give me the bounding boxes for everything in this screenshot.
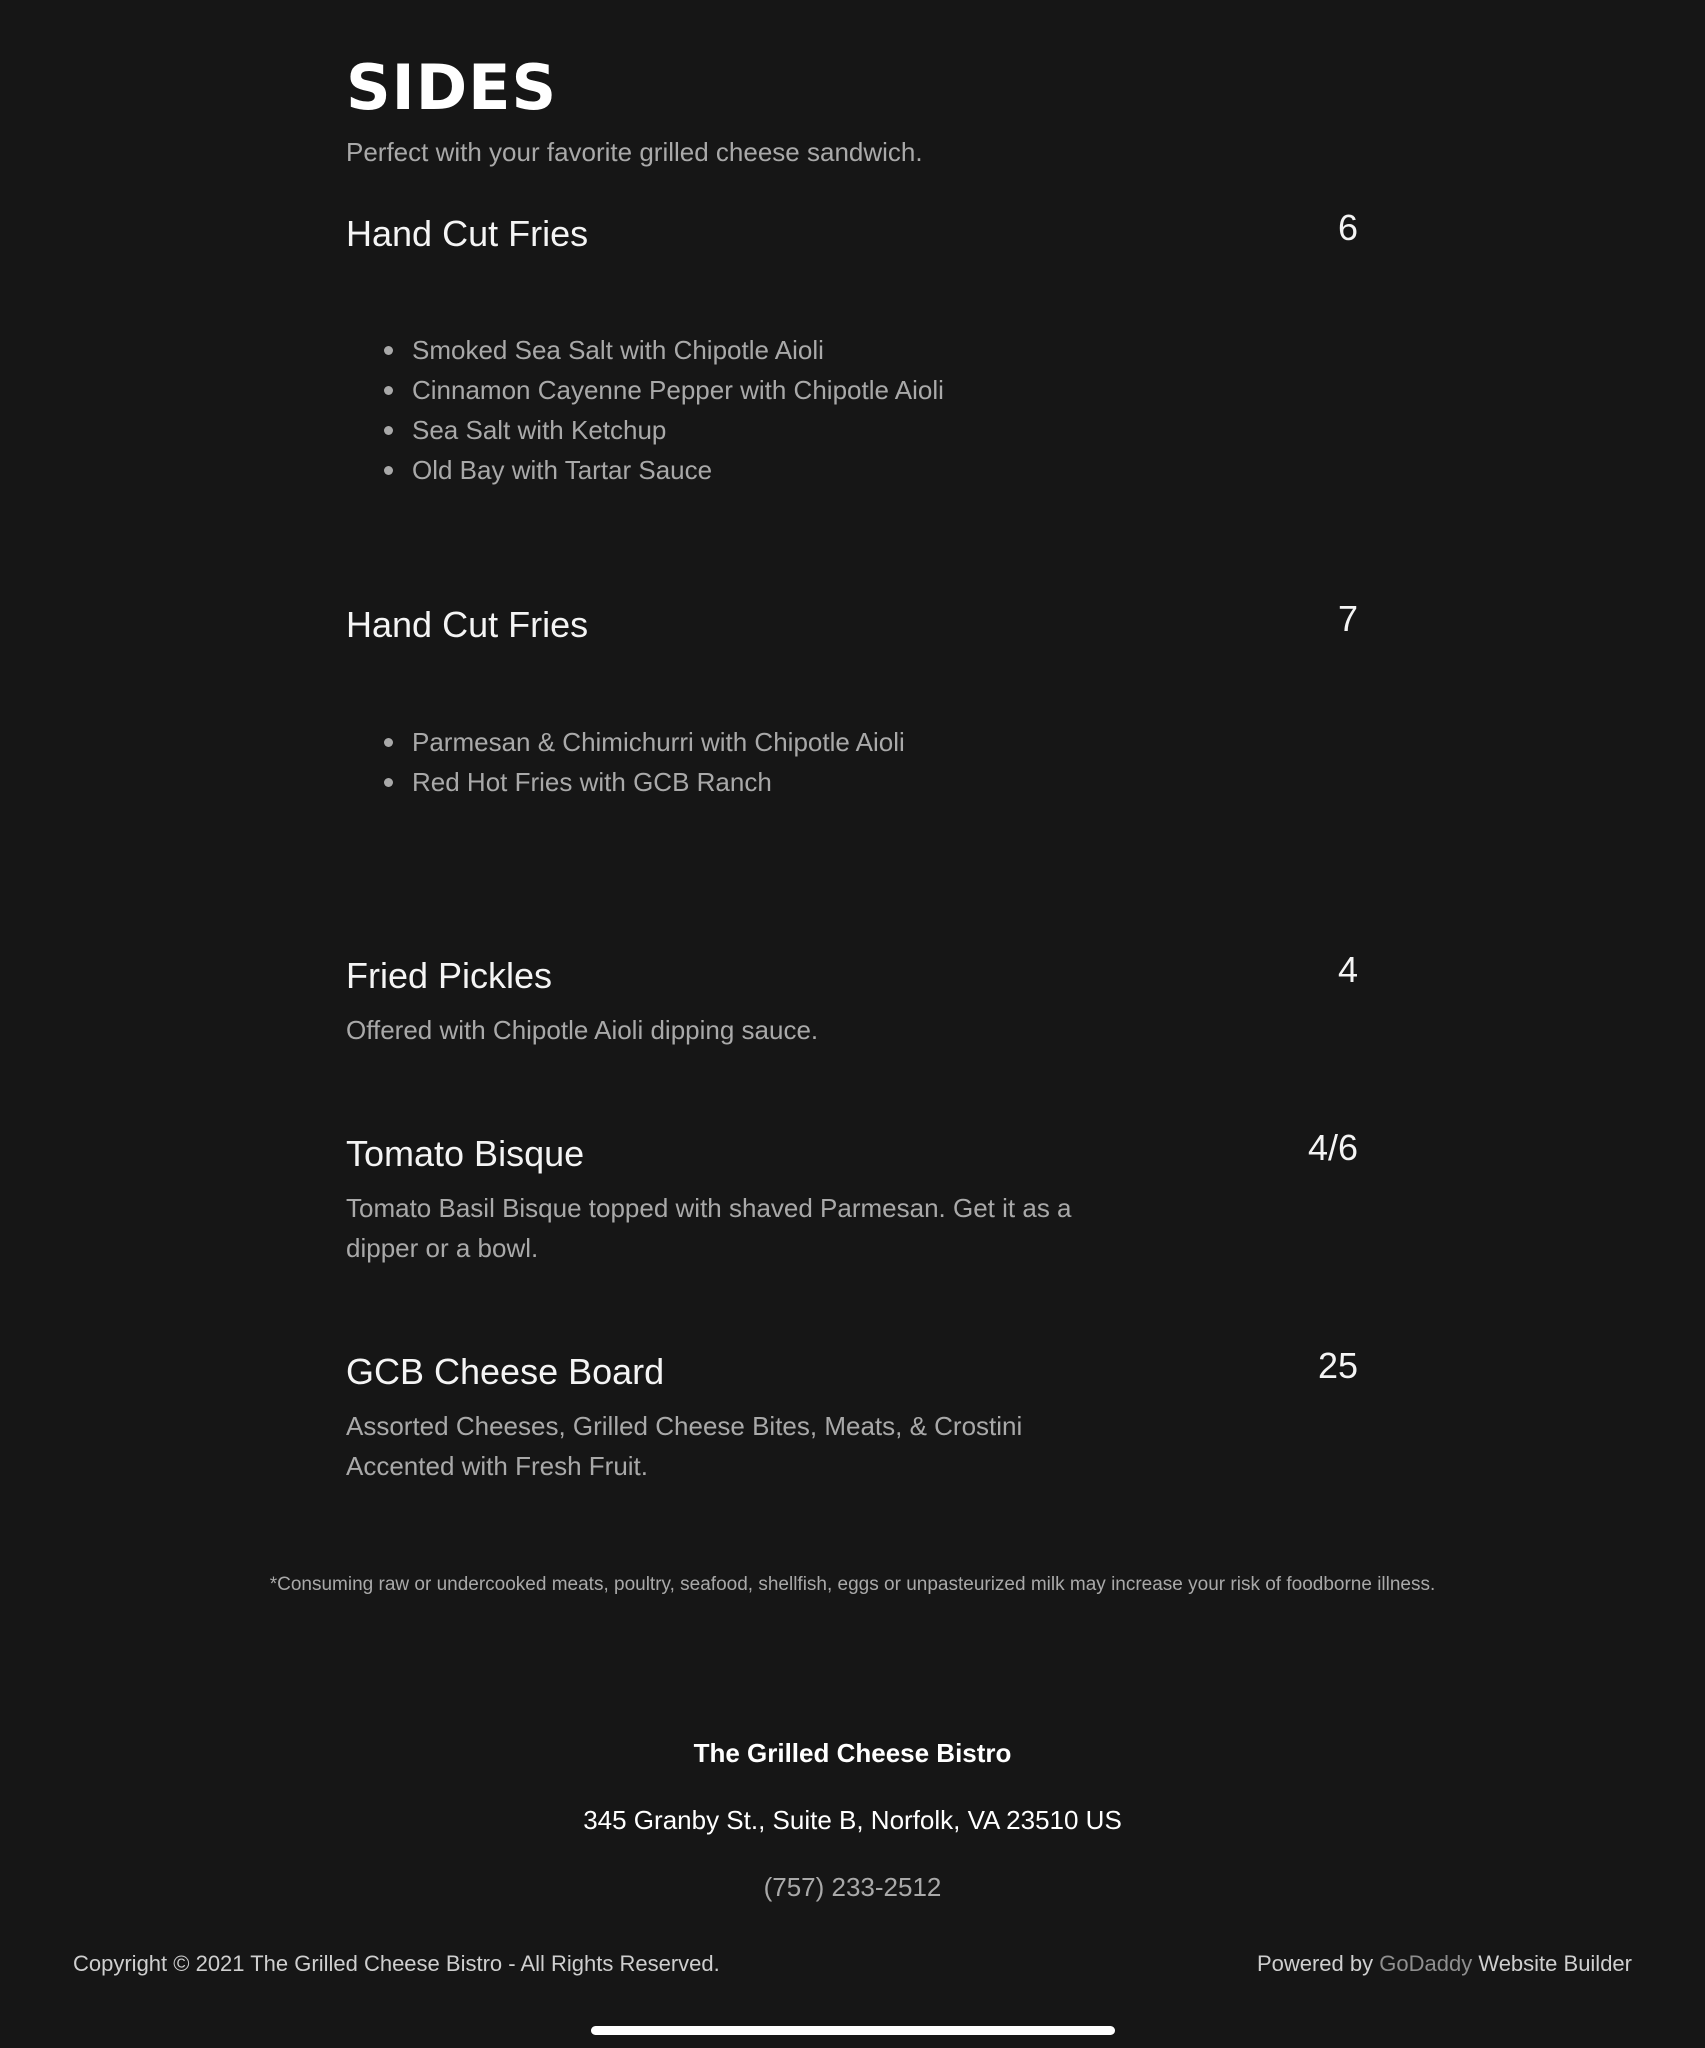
powered-by-prefix: Powered by <box>1256 1951 1374 1976</box>
item-description: Tomato Basil Bisque topped with shaved Parmesan. Get it as a dipper or a bowl. <box>346 1193 1072 1263</box>
copyright-text: Copyright © 2021 The Grilled Cheese Bistro - All Rights Reserved. <box>73 1951 720 1976</box>
list-item: Sea Salt with Ketchup <box>346 410 1358 450</box>
powered-by-suffix: Website Builder <box>1478 1951 1632 1976</box>
food-safety-disclaimer: *Consuming raw or undercooked meats, poultry, seafood, shellfish, eggs or unpasteurized milk may increase your risk of foodborne illness. <box>269 1574 1436 1595</box>
bullet-icon <box>384 386 393 395</box>
list-item: Cinnamon Cayenne Pepper with Chipotle Aioli <box>346 370 1358 410</box>
item-name: Fried Pickles <box>346 955 553 996</box>
item-name: GCB Cheese Board <box>346 1351 665 1392</box>
footer-phone-link[interactable]: (757) 233-2512 <box>763 1872 942 1902</box>
item-price: 25 <box>1317 1345 1358 1386</box>
item-options-list <box>346 722 1358 802</box>
bullet-icon <box>384 426 393 435</box>
menu-item-gcb-cheese-board <box>346 1345 1358 1486</box>
godaddy-link[interactable]: GoDaddy <box>1379 1951 1473 1976</box>
list-item: Red Hot Fries with GCB Ranch <box>346 762 1358 802</box>
list-item: Parmesan & Chimichurri with Chipotle Aioli <box>346 722 1358 762</box>
list-item: Smoked Sea Salt with Chipotle Aioli <box>346 330 1358 370</box>
item-description: Offered with Chipotle Aioli dipping sauce. <box>346 1015 819 1045</box>
item-name: Hand Cut Fries <box>346 604 589 645</box>
section-subtitle: Perfect with your favorite grilled cheese sandwich. <box>346 137 923 167</box>
menu-item-tomato-bisque <box>346 1127 1358 1268</box>
bullet-icon <box>384 346 393 355</box>
item-name: Hand Cut Fries <box>346 213 589 254</box>
menu-item-hand-cut-fries <box>346 207 1358 490</box>
footer-business-name: The Grilled Cheese Bistro <box>693 1738 1012 1768</box>
home-indicator <box>591 2026 1115 2035</box>
bullet-icon <box>384 466 393 475</box>
item-name: Tomato Bisque <box>346 1133 585 1174</box>
section-title: SIDES <box>346 51 558 124</box>
bullet-icon <box>384 738 393 747</box>
item-description: Assorted Cheeses, Grilled Cheese Bites, Meats, & Crostini Accented with Fresh Fruit. <box>346 1411 1023 1481</box>
item-price: 4 <box>1337 949 1358 990</box>
menu-section <box>346 51 1358 1481</box>
footer-address: 345 Granby St., Suite B, Norfolk, VA 23510 US <box>583 1805 1122 1835</box>
powered-by <box>1257 1949 1632 1979</box>
menu-item-hand-cut-fries-premium <box>346 598 1358 802</box>
bullet-icon <box>384 778 393 787</box>
item-price: 6 <box>1337 207 1358 248</box>
menu-item-fried-pickles <box>346 949 1358 1050</box>
item-price: 4/6 <box>1307 1127 1358 1168</box>
item-price: 7 <box>1337 598 1358 639</box>
item-options-list <box>346 330 1358 490</box>
list-item: Old Bay with Tartar Sauce <box>346 450 1358 490</box>
